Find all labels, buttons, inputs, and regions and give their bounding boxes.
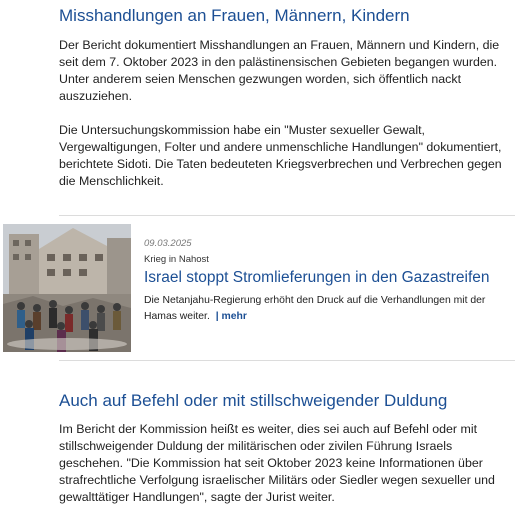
paragraph: Der Bericht dokumentiert Misshandlungen an Frauen, Männern und Kindern, die seit dem 7. Oktober 2023 in den palästinensischen Gebieten begangen wurden. Unter anderem seien Menschen gezwungen worden, sich öffentlich nackt auszuziehen. [59, 38, 500, 103]
paragraph: Im Bericht der Kommission heißt es weiter, dies sei auch auf Befehl oder mit stillschweigender Duldung der militärischen oder zivilen Führung Israels geschehen. "Die Kommission hat seit Oktober 2023 keine Informationen über strafrechtliche Verfolgung israelischer Militärs oder Siedler wegen sexueller und gewalttätiger Handlungen", sagte der Jurist weiter. [59, 422, 495, 504]
section-heading-misshandlungen: Misshandlungen an Frauen, Männern, Kindern [59, 6, 410, 25]
teaser-divider-bottom [59, 360, 515, 361]
teaser-topline: Krieg in Nahost [144, 254, 209, 265]
teaser-text [144, 293, 516, 325]
teaser-image[interactable] [3, 224, 131, 352]
teaser-date: 09.03.2025 [144, 238, 192, 249]
section-heading-befehl: Auch auf Befehl oder mit stillschweigender Duldung [59, 391, 448, 410]
paragraph-cut-off [59, 524, 517, 529]
teaser-summary: Die Netanjahu-Regierung erhöht den Druck auf die Verhandlungen mit der Hamas weiter. [144, 295, 486, 322]
more-link[interactable]: | mehr [215, 311, 247, 322]
paragraph: Die Untersuchungskommission habe ein "Muster sexueller Gewalt, Vergewaltigungen, Folter und andere unmenschliche Handlungen" dokumentiert, berichtete Sidoti. Die Taten bedeuteten Kriegsverbrechen und Verbrechen gegen die Menschlichkeit. [59, 123, 502, 188]
teaser-title-link[interactable]: Israel stoppt Stromlieferungen in den Gazastreifen [144, 269, 490, 286]
teaser-divider-top [59, 215, 515, 216]
related-article-teaser[interactable] [0, 224, 531, 354]
